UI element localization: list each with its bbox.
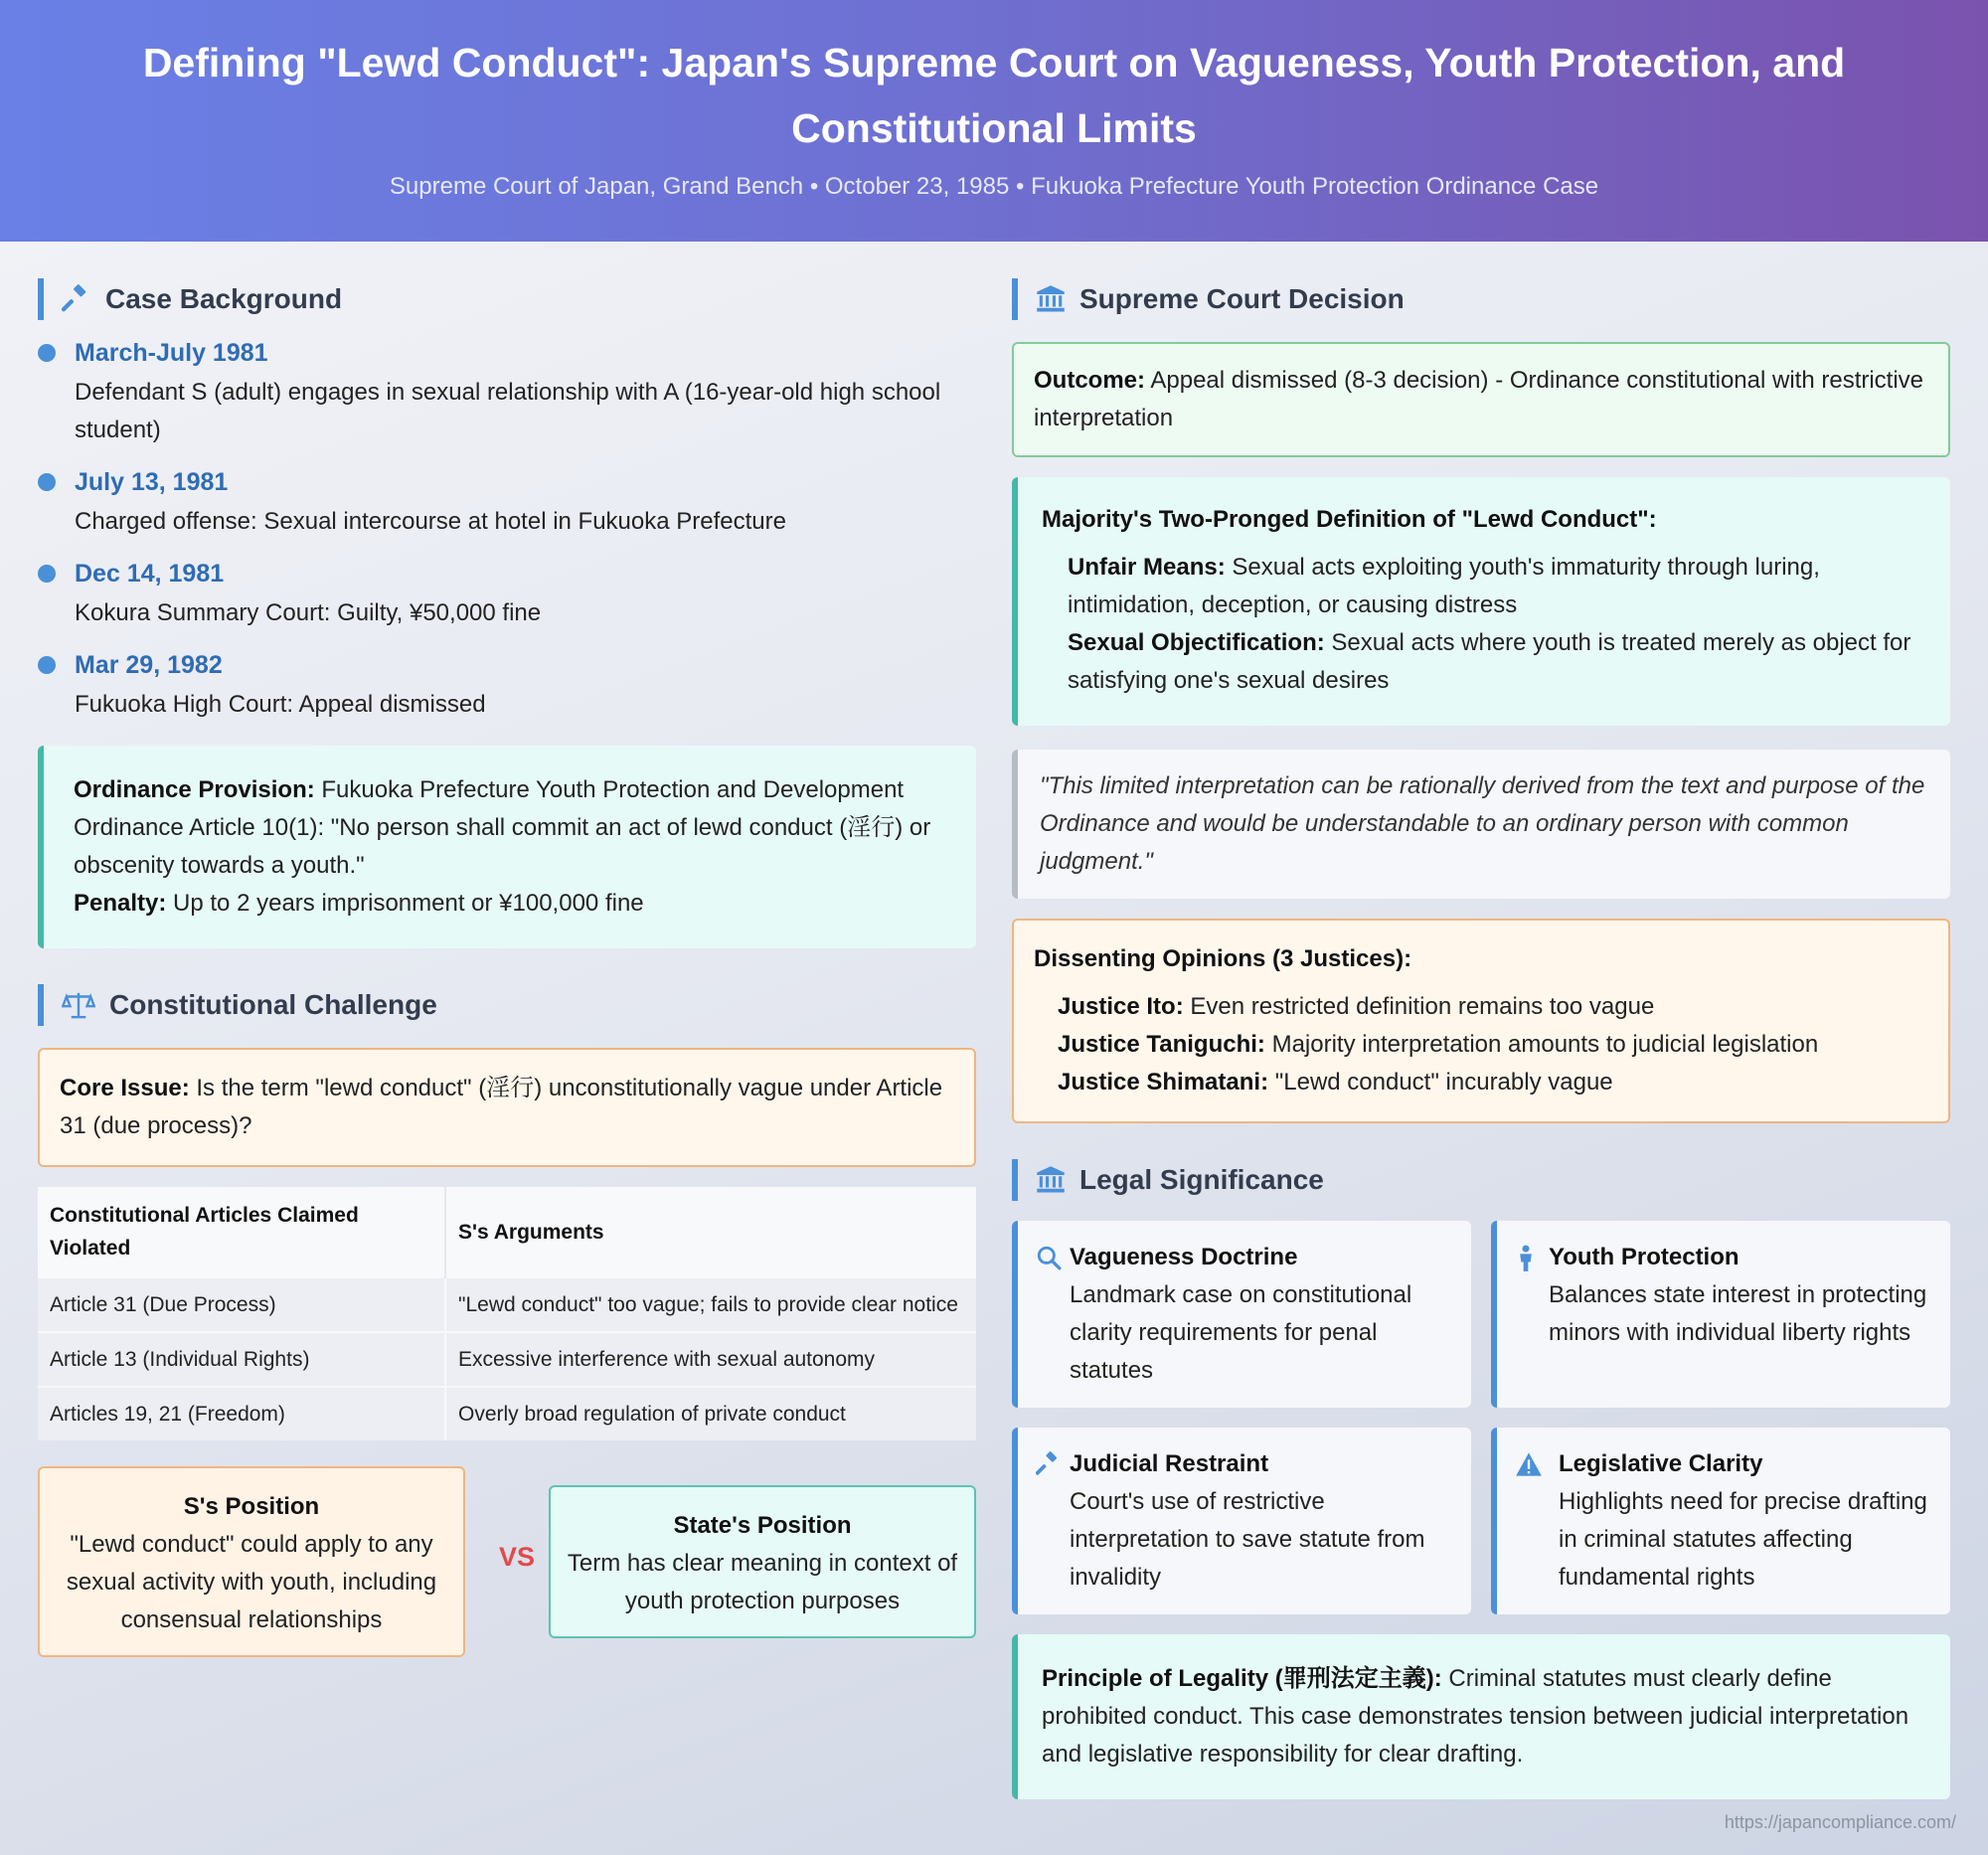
vs-label: VS (498, 1542, 536, 1572)
table-cell: Article 31 (Due Process) (38, 1277, 445, 1332)
majority-definition-box (1012, 477, 1950, 726)
s-position-title: S's Position (183, 1493, 320, 1520)
scales-icon (62, 990, 95, 1020)
section-title: Case Background (105, 283, 343, 314)
s-position-text: "Lewd conduct" could apply to any sexual activity with youth, including consensual relationships (66, 1531, 437, 1633)
section-title: Constitutional Challenge (109, 989, 437, 1020)
constitutional-challenge-heading (38, 984, 976, 1026)
principle-label: Principle of Legality (罪刑法定主義): (1042, 1665, 1442, 1692)
timeline-date: Dec 14, 1981 (75, 560, 225, 588)
dissent-label: Justice Ito: (1058, 993, 1184, 1020)
state-position-box (549, 1485, 976, 1638)
table-row (38, 1277, 976, 1332)
card-title: Vagueness Doctrine (1070, 1244, 1298, 1270)
prong-item (1068, 624, 1920, 700)
majority-title: Majority's Two-Pronged Definition of "Lewd Conduct": (1042, 506, 1657, 533)
left-column (38, 278, 976, 1657)
table-header-row (38, 1187, 976, 1277)
outcome-text: Appeal dismissed (8-3 decision) - Ordinance constitutional with restrictive interpretation (1034, 367, 1924, 431)
dissent-label: Justice Shimatani: (1058, 1069, 1269, 1096)
right-column (1012, 278, 1950, 1799)
penalty-label: Penalty: (74, 890, 167, 917)
state-position-text: Term has clear meaning in context of youth protection purposes (567, 1550, 958, 1614)
warning-icon (1515, 1451, 1543, 1477)
timeline-item (75, 557, 976, 632)
dissent-text: Majority interpretation amounts to judicial legislation (1264, 1031, 1819, 1058)
dissent-label: Justice Taniguchi: (1058, 1031, 1265, 1058)
arguments-table (38, 1187, 976, 1440)
outcome-box (1012, 342, 1950, 457)
timeline-date: Mar 29, 1982 (75, 651, 223, 679)
significance-card (1491, 1428, 1950, 1614)
prong-text: Sexual acts where youth is treated merely as object for satisfying one's sexual desires (1068, 629, 1911, 694)
card-title: Judicial Restraint (1070, 1450, 1269, 1477)
timeline-item (75, 465, 976, 541)
card-text: Highlights need for precise drafting in criminal statutes affecting fundamental rights (1559, 1488, 1927, 1591)
significance-card (1012, 1428, 1471, 1614)
timeline-desc: Charged offense: Sexual intercourse at hotel in Fukuoka Prefecture (75, 508, 786, 535)
prong-label: Sexual Objectification: (1068, 629, 1325, 656)
page-title: Defining "Lewd Conduct": Japan's Supreme Court on Vagueness, Youth Protection, and Constitutional Limits (142, 40, 1846, 151)
card-text: Balances state interest in protecting minors with individual liberty rights (1549, 1281, 1927, 1346)
table-cell: Excessive interference with sexual autonomy (445, 1332, 976, 1387)
timeline-desc: Kokura Summary Court: Guilty, ¥50,000 fine (75, 599, 542, 626)
gavel-icon (62, 284, 91, 314)
card-text: Landmark case on constitutional clarity requirements for penal statutes (1070, 1281, 1412, 1384)
ordinance-provision-box (38, 746, 976, 948)
table-cell: Overly broad regulation of private conduct (445, 1387, 976, 1440)
timeline (38, 336, 976, 724)
dissent-item (1058, 988, 1928, 1026)
supreme-court-decision-heading (1012, 278, 1950, 320)
section-title: Legal Significance (1079, 1164, 1324, 1195)
dissent-text: "Lewd conduct" incurably vague (1268, 1069, 1613, 1096)
prong-text: Sexual acts exploiting youth's immaturity through luring, intimidation, deception, or causing distress (1068, 554, 1820, 618)
card-text: Court's use of restrictive interpretation to save statute from invalidity (1070, 1488, 1425, 1591)
table-header: S's Arguments (445, 1187, 976, 1277)
person-icon (1515, 1245, 1537, 1272)
dissent-box (1012, 919, 1950, 1123)
dissent-item (1058, 1026, 1928, 1064)
courthouse-icon (1036, 1165, 1066, 1195)
search-icon (1036, 1245, 1062, 1270)
penalty-text: Up to 2 years imprisonment or ¥100,000 fine (166, 890, 644, 917)
page-header (0, 0, 1988, 242)
table-cell: Article 13 (Individual Rights) (38, 1332, 445, 1387)
courthouse-icon (1036, 284, 1066, 314)
state-position-title: State's Position (673, 1512, 852, 1539)
significance-card (1491, 1221, 1950, 1408)
timeline-desc: Defendant S (adult) engages in sexual relationship with A (16-year-old high school student) (75, 379, 941, 443)
legal-significance-heading (1012, 1159, 1950, 1201)
dissent-title: Dissenting Opinions (3 Justices): (1034, 945, 1412, 972)
provision-label: Ordinance Provision: (74, 776, 315, 803)
s-position-box (38, 1466, 465, 1657)
card-title: Youth Protection (1549, 1244, 1740, 1270)
source-url: https://japancompliance.com/ (1724, 1812, 1956, 1832)
principle-of-legality-box (1012, 1634, 1950, 1799)
gavel-icon (1036, 1451, 1062, 1477)
table-cell: "Lewd conduct" too vague; fails to provide clear notice (445, 1277, 976, 1332)
core-issue-text: Is the term "lewd conduct" (淫行) unconstitutionally vague under Article 31 (due process)? (60, 1075, 943, 1139)
significance-grid (1012, 1221, 1950, 1614)
timeline-date: July 13, 1981 (75, 468, 229, 496)
table-header: Constitutional Articles Claimed Violated (38, 1187, 445, 1277)
table-row (38, 1332, 976, 1387)
positions-comparison (38, 1466, 976, 1657)
core-issue-box (38, 1048, 976, 1167)
case-background-heading (38, 278, 976, 320)
table-cell: Articles 19, 21 (Freedom) (38, 1387, 445, 1440)
prong-label: Unfair Means: (1068, 554, 1226, 581)
timeline-desc: Fukuoka High Court: Appeal dismissed (75, 691, 486, 718)
outcome-label: Outcome: (1034, 367, 1146, 394)
table-row (38, 1387, 976, 1440)
dissent-text: Even restricted definition remains too vague (1183, 993, 1655, 1020)
prong-item (1068, 549, 1920, 624)
page-subtitle: Supreme Court of Japan, Grand Bench • October 23, 1985 • Fukuoka Prefecture Youth Protection Ordinance Case (389, 173, 1599, 200)
principle-text: Criminal statutes must clearly define prohibited conduct. This case demonstrates tension between judicial interpretation and legislative responsibility for clear drafting. (1042, 1665, 1909, 1768)
provision-text: Fukuoka Prefecture Youth Protection and Development Ordinance Article 10(1): "No person shall commit an act of lewd conduct (淫行) or obscenity towards a youth." (74, 776, 931, 879)
dissent-item (1058, 1064, 1928, 1101)
majority-quote: "This limited interpretation can be rationally derived from the text and purpose of the Ordinance and would be understandable to an ordinary person with common judgment." (1012, 750, 1950, 899)
card-title: Legislative Clarity (1559, 1450, 1763, 1477)
timeline-item (75, 336, 976, 449)
timeline-date: March-July 1981 (75, 339, 268, 367)
section-title: Supreme Court Decision (1079, 283, 1405, 314)
significance-card (1012, 1221, 1471, 1408)
core-issue-label: Core Issue: (60, 1075, 190, 1101)
timeline-item (75, 648, 976, 724)
